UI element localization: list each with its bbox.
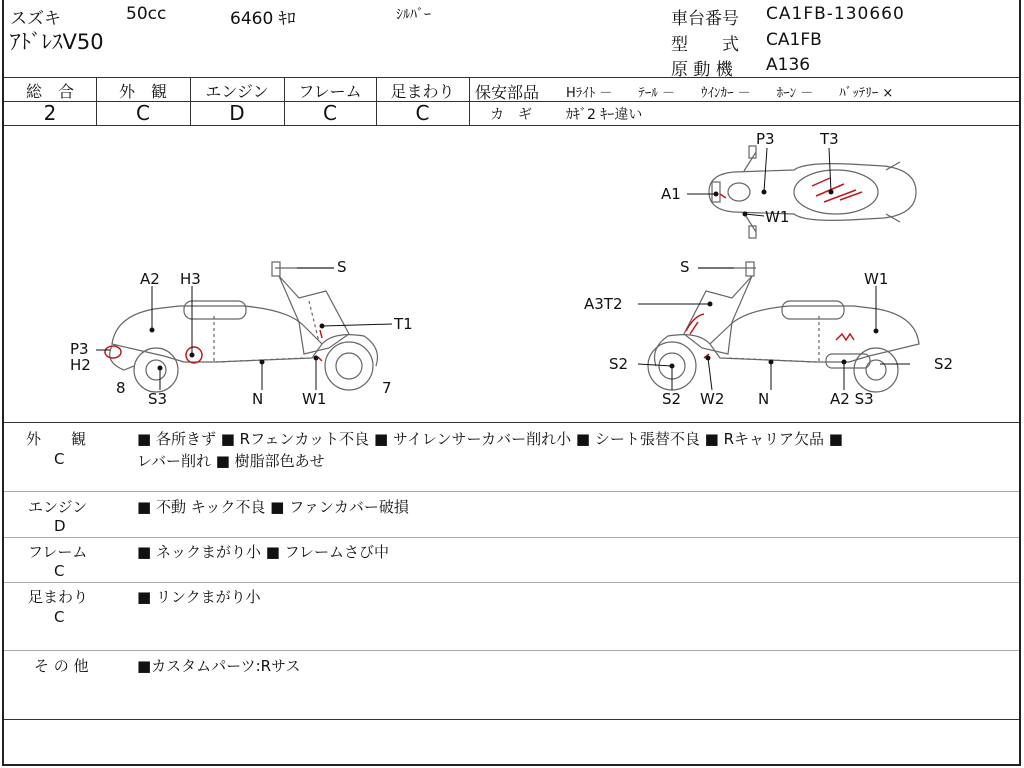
label-s2c-right: S2 bbox=[662, 390, 682, 408]
label-w1-right: W1 bbox=[864, 270, 889, 288]
remark-label-engine: エンジン bbox=[28, 498, 88, 516]
label-a2-left: A2 bbox=[140, 270, 160, 288]
label-n-left: N bbox=[252, 390, 264, 408]
displacement: 50cc bbox=[126, 4, 167, 24]
label-w1-top: W1 bbox=[765, 208, 790, 226]
grade-value-exterior: C bbox=[136, 101, 150, 125]
label-h3-left: H3 bbox=[180, 270, 201, 288]
mileage: 6460 ｷﾛ bbox=[230, 9, 296, 29]
label-w1-left: W1 bbox=[302, 390, 327, 408]
label-8-left: 8 bbox=[116, 379, 126, 397]
label-a1-top: A1 bbox=[661, 185, 681, 203]
grade-label-exterior: 外 観 bbox=[118, 82, 167, 101]
label-a2s3-right: A2 S3 bbox=[830, 390, 874, 408]
remark-grade-exterior: C bbox=[54, 450, 65, 468]
label-p3-top: P3 bbox=[756, 130, 775, 148]
grade-label-overall: 総 合 bbox=[25, 82, 74, 101]
safety-label: 保安部品 bbox=[475, 83, 540, 102]
label-p3-left: P3 bbox=[70, 340, 89, 358]
label-s-left: S bbox=[337, 258, 347, 276]
scooter-top-view bbox=[709, 146, 916, 238]
remark-text-suspension: ■ リンクまがり小 bbox=[137, 588, 261, 606]
remark-label-suspension: 足まわり bbox=[28, 588, 89, 606]
remark-text-other: ■カスタムパーツ:Rサス bbox=[137, 657, 301, 675]
frame-no: CA1FB-130660 bbox=[766, 4, 905, 24]
divider bbox=[4, 719, 1019, 720]
divider bbox=[4, 650, 1019, 651]
remark-label-other: そ の 他 bbox=[34, 657, 89, 675]
remark-grade-suspension: C bbox=[54, 608, 65, 626]
label-s2b-right: S2 bbox=[934, 355, 954, 373]
grade-value-frame: C bbox=[323, 101, 337, 125]
inspection-sheet bbox=[2, 0, 1021, 766]
remark-text-exterior-2: レバー削れ ■ 樹脂部色あせ bbox=[137, 452, 325, 470]
label-s2a-right: S2 bbox=[609, 355, 629, 373]
label-7-left: 7 bbox=[382, 379, 392, 397]
label-t3-top: T3 bbox=[820, 130, 839, 148]
label-s3-left: S3 bbox=[148, 390, 168, 408]
divider bbox=[4, 491, 1019, 492]
divider bbox=[4, 422, 1019, 423]
damage-marks bbox=[105, 178, 862, 363]
engine-value: A136 bbox=[766, 55, 811, 75]
label-n-right: N bbox=[758, 390, 770, 408]
damage-diagram bbox=[4, 126, 1019, 422]
remark-label-frame: フレーム bbox=[28, 543, 88, 561]
color: ｼﾙﾊﾞｰ bbox=[396, 7, 431, 23]
remark-grade-engine: D bbox=[54, 517, 66, 535]
remark-text-exterior: ■ 各所きず ■ Rフェンカット不良 ■ サイレンサーカバー削れ小 ■ シート張替不良 ■ Rキャリア欠品 ■ bbox=[137, 430, 843, 448]
label-w2-right: W2 bbox=[700, 390, 725, 408]
grade-label-suspension: 足まわり bbox=[390, 82, 455, 101]
grade-label-frame: フレーム bbox=[298, 82, 362, 101]
remark-label-exterior: 外 観 bbox=[26, 430, 87, 448]
safety-items: Hﾗｲﾄ － ﾃｰﾙ － ｳｲﾝｶｰ － ﾎｰﾝ － ﾊﾞｯﾃﾘｰ × bbox=[566, 86, 894, 101]
label-h2-left: H2 bbox=[70, 356, 91, 374]
label-a3t2-right: A3T2 bbox=[584, 295, 623, 313]
grade-value-overall: 2 bbox=[43, 101, 57, 125]
type-label: 型 式 bbox=[671, 35, 739, 55]
key-value: ｶｷﾞ2 ｷｰ違い bbox=[566, 107, 643, 123]
divider bbox=[469, 101, 1019, 102]
remark-text-frame: ■ ネックまがり小 ■ フレームさび中 bbox=[137, 543, 390, 561]
grade-value-suspension: C bbox=[415, 101, 430, 125]
engine-label: 原 動 機 bbox=[671, 60, 733, 80]
label-s-right: S bbox=[680, 258, 690, 276]
type-value: CA1FB bbox=[766, 30, 822, 50]
remark-grade-frame: C bbox=[54, 562, 65, 580]
divider bbox=[4, 537, 1019, 538]
divider bbox=[4, 77, 1019, 78]
maker: スズキ bbox=[10, 9, 61, 29]
divider bbox=[4, 582, 1019, 583]
label-t1-left: T1 bbox=[394, 315, 413, 333]
grade-label-engine: エンジン bbox=[205, 82, 269, 101]
remark-text-engine: ■ 不動 キック不良 ■ ファンカバー破損 bbox=[137, 498, 409, 516]
frame-no-label: 車台番号 bbox=[671, 9, 739, 29]
key-label: カ ギ bbox=[490, 107, 532, 123]
grade-value-engine: D bbox=[229, 101, 245, 125]
model-name: ｱﾄﾞﾚｽV50 bbox=[10, 30, 104, 54]
